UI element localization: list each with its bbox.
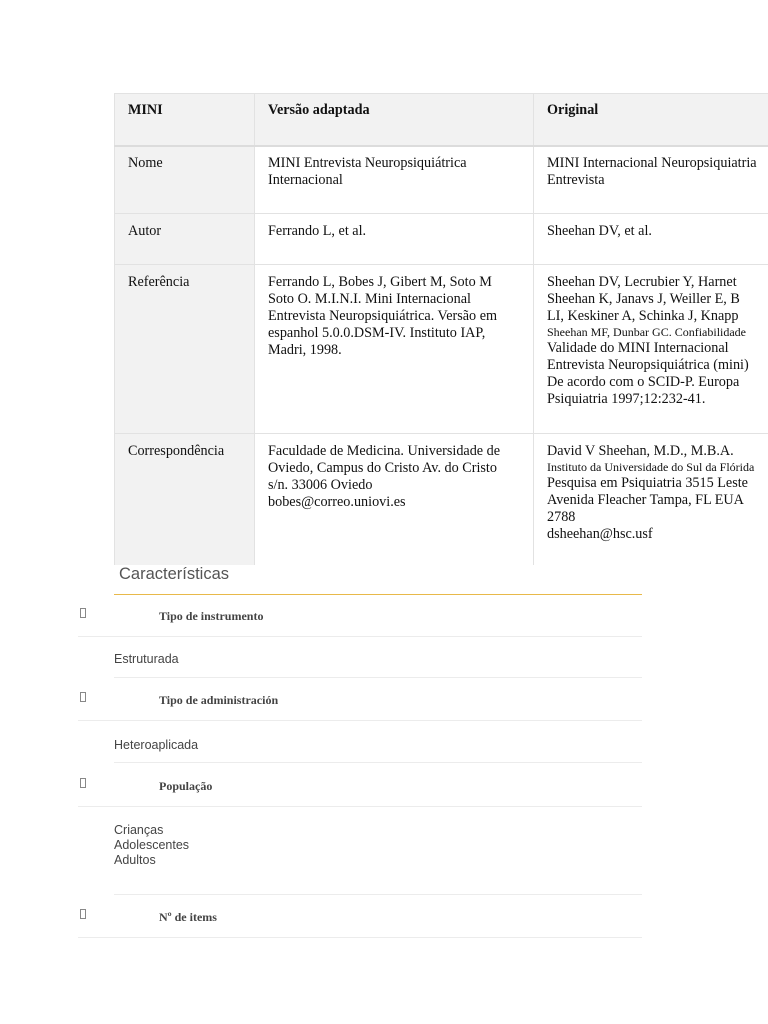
accordion-header-administration-type[interactable] — [78, 680, 642, 721]
accordion-value: Adultos — [114, 853, 156, 867]
cell-line: De acordo com o SCID-P. Europa — [547, 374, 740, 390]
comparison-table — [114, 93, 768, 565]
cell-original-reference — [534, 265, 768, 434]
cell-line: espanhol 5.0.0.DSM-IV. Instituto IAP, — [268, 325, 486, 341]
collapse-icon[interactable] — [80, 692, 86, 702]
accordion-label: População — [159, 779, 213, 793]
cell-line: Psiquiatria 1997;12:232-41. — [547, 391, 706, 407]
header-mini: MINI — [115, 94, 255, 147]
accordion-value: Estruturada — [114, 652, 179, 666]
cell-line: Validade do MINI Internacional — [547, 340, 729, 356]
comparison-table-container — [114, 93, 768, 565]
cell-original-author — [534, 214, 768, 265]
cell-line: Internacional — [268, 172, 343, 188]
row-label-name: Nome — [115, 146, 255, 214]
table-header-row — [115, 94, 768, 147]
accordion-label: Nº de items — [159, 910, 217, 924]
cell-line: Oviedo, Campus do Cristo Av. do Cristo — [268, 460, 497, 476]
table-row — [115, 434, 768, 566]
cell-line: Madri, 1998. — [268, 342, 342, 358]
accordion-header-population[interactable] — [78, 766, 642, 807]
cell-line: s/n. 33006 Oviedo — [268, 477, 373, 493]
characteristics-title: Características — [119, 565, 230, 583]
cell-adapted-correspondence — [255, 434, 534, 566]
accordion-value: Crianças — [114, 823, 164, 837]
cell-line: Pesquisa em Psiquiatria 3515 Leste — [547, 475, 748, 491]
section-divider — [114, 594, 642, 595]
cell-line: Ferrando L, et al. — [268, 223, 367, 239]
row-label-author: Autor — [115, 214, 255, 265]
cell-line: Ferrando L, Bobes J, Gibert M, Soto M — [268, 274, 492, 290]
cell-line: MINI Internacional Neuropsiquiatria — [547, 155, 757, 171]
table-row — [115, 265, 768, 434]
accordion-value: Heteroaplicada — [114, 738, 199, 752]
cell-line: bobes@correo.uniovi.es — [268, 494, 406, 510]
cell-line: Entrevista — [547, 172, 605, 188]
accordion-content-administration-type — [114, 722, 642, 763]
cell-line: Faculdade de Medicina. Universidade de — [268, 443, 501, 459]
header-original: Original — [534, 94, 768, 147]
accordion-content-instrument-type — [114, 637, 642, 678]
collapse-icon[interactable] — [80, 909, 86, 919]
cell-line: Sheehan DV, et al. — [547, 223, 652, 239]
cell-line: MINI Entrevista Neuropsiquiátrica — [268, 155, 467, 171]
cell-line: Entrevista Neuropsiquiátrica. Versão em — [268, 308, 498, 324]
cell-line: Sheehan DV, Lecrubier Y, Harnet — [547, 274, 737, 290]
cell-original-correspondence — [534, 434, 768, 566]
row-label-correspondence: Correspondência — [115, 434, 255, 566]
accordion-content-population — [114, 808, 642, 895]
cell-original-name — [534, 146, 768, 214]
accordion-header-instrument-type[interactable] — [78, 596, 642, 637]
collapse-icon[interactable] — [80, 778, 86, 788]
cell-line: Instituto da Universidade do Sul da Flórida — [547, 460, 755, 474]
cell-adapted-author — [255, 214, 534, 265]
accordion-value: Adolescentes — [114, 838, 190, 852]
cell-line: Entrevista Neuropsiquiátrica (mini) — [547, 357, 749, 373]
cell-line: 2788 — [547, 509, 576, 525]
cell-line: dsheehan@hsc.usf — [547, 526, 653, 542]
collapse-icon[interactable] — [80, 608, 86, 618]
cell-line: Sheehan MF, Dunbar GC. Confiabilidade — [547, 325, 747, 339]
cell-line: Soto O. M.I.N.I. Mini Internacional — [268, 291, 471, 307]
cell-adapted-reference — [255, 265, 534, 434]
cell-adapted-name — [255, 146, 534, 214]
cell-line: David V Sheehan, M.D., M.B.A. — [547, 443, 734, 459]
cell-line: Avenida Fleacher Tampa, FL EUA — [547, 492, 744, 508]
accordion-label: Tipo de instrumento — [159, 609, 264, 623]
table-row — [115, 214, 768, 265]
row-label-reference: Referência — [115, 265, 255, 434]
cell-line: Sheehan K, Janavs J, Weiller E, B — [547, 291, 740, 307]
accordion-header-item-count[interactable] — [78, 897, 642, 938]
header-adapted-version: Versão adaptada — [255, 94, 534, 147]
cell-line: LI, Keskiner A, Schinka J, Knapp — [547, 308, 739, 324]
table-row — [115, 146, 768, 214]
accordion-label: Tipo de administración — [159, 693, 279, 707]
